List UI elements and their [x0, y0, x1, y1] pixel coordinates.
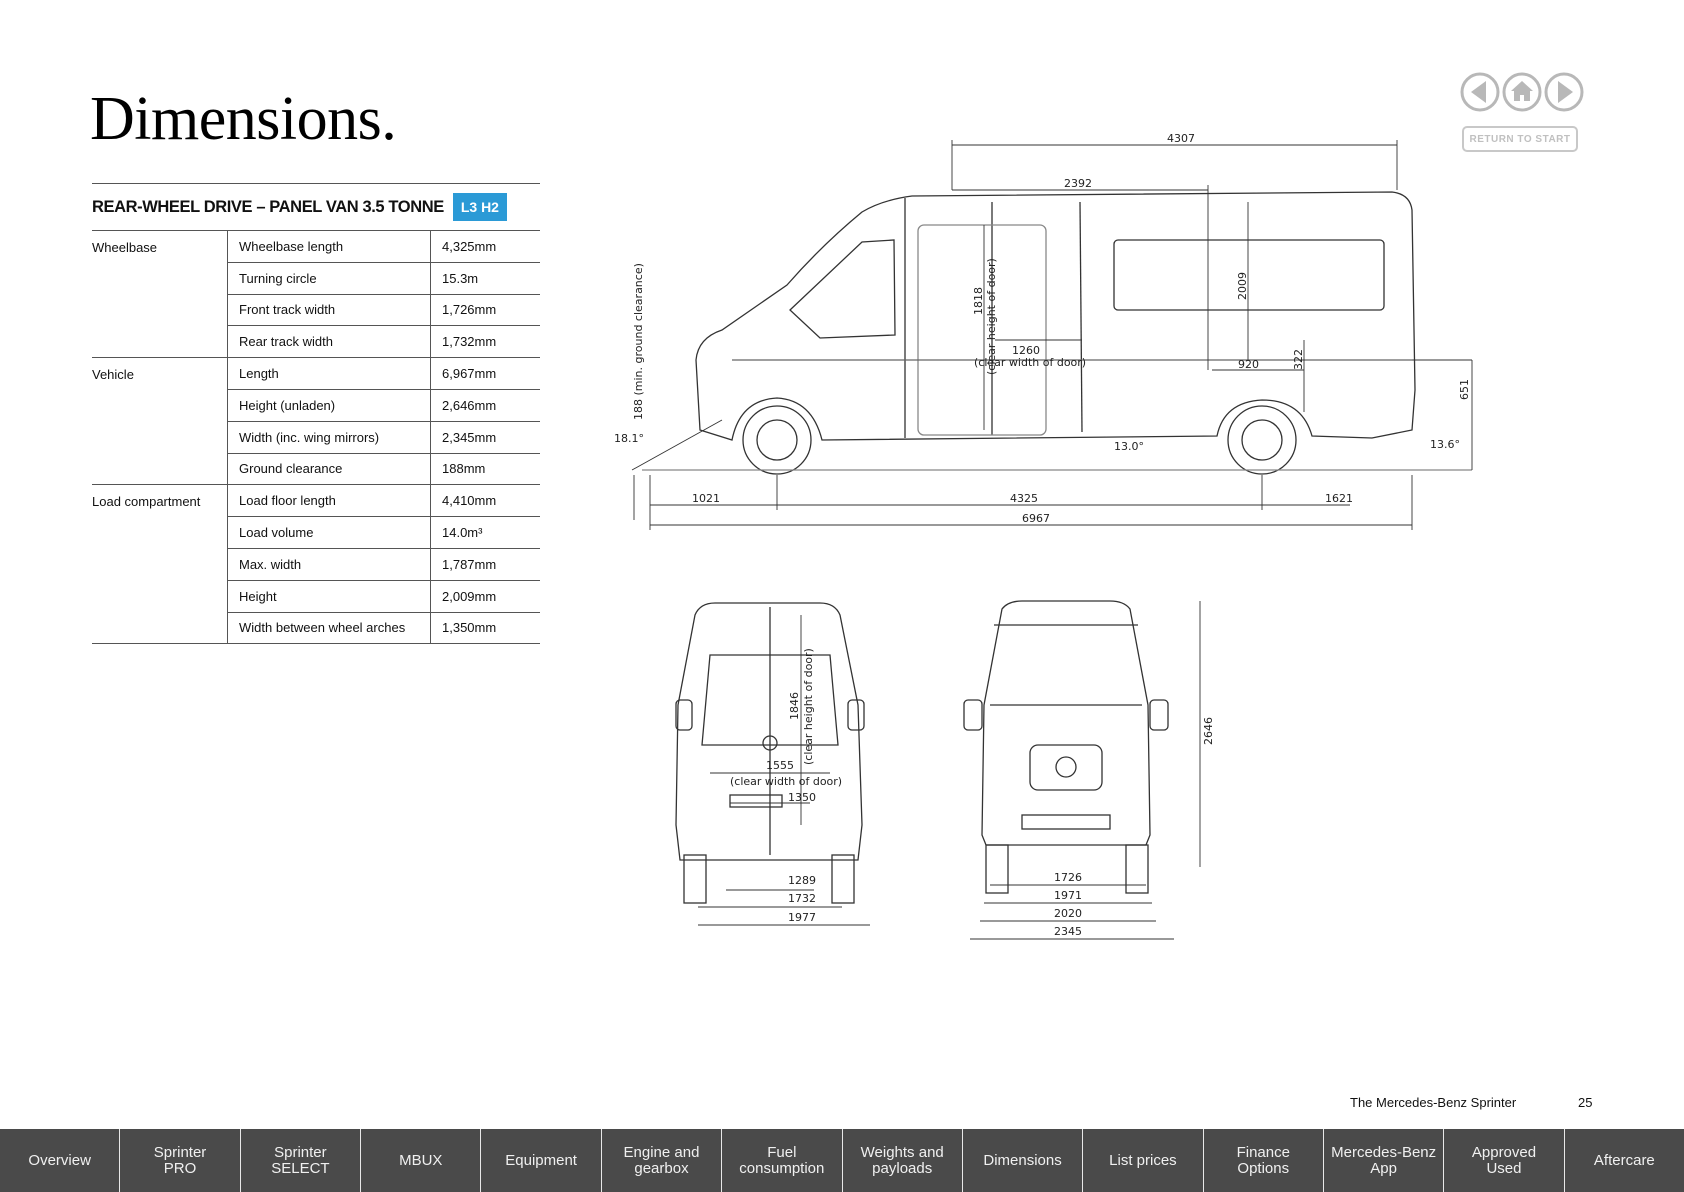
nav-fuel-consumption[interactable]: Fuel consumption [722, 1129, 842, 1192]
dimension-label: 1732 [788, 892, 816, 905]
dimensions-table [92, 183, 540, 644]
table-row [228, 485, 540, 516]
nav-approved-used[interactable]: Approved Used [1444, 1129, 1564, 1192]
nav-sprinter-pro[interactable]: Sprinter PRO [120, 1129, 240, 1192]
rear-view-drawing [670, 595, 930, 955]
group-label: Wheelbase [92, 231, 228, 357]
table-row [228, 294, 540, 326]
document-title: The Mercedes-Benz Sprinter [1350, 1095, 1517, 1110]
front-view-drawing [960, 595, 1260, 955]
dimension-label: (clear width of door) [974, 356, 1087, 369]
return-to-start-button[interactable]: RETURN TO START [1462, 126, 1578, 152]
dimension-label: 2009 [1236, 272, 1249, 300]
param-name: Wheelbase length [228, 231, 431, 262]
nav-mbux[interactable]: MBUX [361, 1129, 481, 1192]
forward-arrow-icon[interactable] [1544, 72, 1584, 112]
nav-list-prices[interactable]: List prices [1083, 1129, 1203, 1192]
dimension-label: 2020 [1054, 907, 1082, 920]
param-name: Height (unladen) [228, 390, 431, 421]
nav-finance-options[interactable]: Finance Options [1204, 1129, 1324, 1192]
param-name: Turning circle [228, 263, 431, 294]
dimension-label: 4325 [1010, 492, 1038, 505]
group-wheelbase [92, 231, 540, 358]
dimension-label: 2392 [1064, 177, 1092, 190]
table-row [228, 389, 540, 421]
param-value: 2,345mm [442, 429, 497, 445]
dimension-label: 13.0° [1114, 440, 1144, 453]
param-value: 15.3m [442, 270, 479, 286]
param-value: 1,732mm [442, 334, 497, 350]
table-row [228, 580, 540, 612]
dimension-label: 322 [1292, 349, 1305, 370]
param-value: 2,646mm [442, 397, 497, 413]
param-value: 1,787mm [442, 556, 497, 572]
param-value: 4,410mm [442, 493, 497, 509]
nav-engine-gearbox[interactable]: Engine and gearbox [602, 1129, 722, 1192]
nav-equipment[interactable]: Equipment [481, 1129, 601, 1192]
dimension-label: (clear height of door) [802, 648, 815, 765]
dimension-label: 651 [1458, 379, 1471, 400]
group-vehicle [92, 358, 540, 485]
param-name: Load volume [228, 517, 431, 548]
param-value: 2,009mm [442, 588, 497, 604]
param-value: 4,325mm [442, 238, 497, 254]
dimension-label: 188 (min. ground clearance) [632, 263, 645, 420]
dimension-label: 920 [1238, 358, 1259, 371]
nav-overview[interactable]: Overview [0, 1129, 120, 1192]
dimension-label: 2345 [1054, 925, 1082, 938]
dimension-label: 1846 [788, 692, 801, 720]
nav-weights-payloads[interactable]: Weights and payloads [843, 1129, 963, 1192]
table-header [92, 184, 540, 231]
param-value: 1,726mm [442, 302, 497, 318]
nav-mercedes-benz-app[interactable]: Mercedes-Benz App [1324, 1129, 1444, 1192]
param-name: Ground clearance [228, 454, 431, 485]
dimension-label: 1021 [692, 492, 720, 505]
page-number: 25 [1578, 1095, 1593, 1110]
table-row [228, 262, 540, 294]
param-name: Rear track width [228, 326, 431, 357]
param-value: 188mm [442, 461, 486, 477]
dimension-label: (clear height of door) [985, 258, 998, 375]
nav-sprinter-select[interactable]: Sprinter SELECT [241, 1129, 361, 1192]
group-label: Vehicle [92, 358, 228, 484]
nav-aftercare[interactable]: Aftercare [1593, 1151, 1655, 1169]
dimension-label: 1818 [972, 287, 985, 315]
param-name: Max. width [228, 549, 431, 580]
model-badge: L3 H2 [453, 193, 507, 221]
home-icon[interactable] [1502, 72, 1542, 112]
dimension-label: 1260 [1012, 344, 1040, 357]
group-label: Load compartment [92, 485, 228, 643]
table-row [228, 325, 540, 357]
dimension-label: 18.1° [614, 432, 644, 445]
dimension-label: 1726 [1054, 871, 1082, 884]
dimension-label: 1971 [1054, 889, 1082, 902]
table-row [228, 516, 540, 548]
param-name: Width (inc. wing mirrors) [228, 422, 431, 453]
param-value: 1,350mm [442, 620, 497, 636]
table-row [228, 421, 540, 453]
page-title: Dimensions. [90, 85, 397, 153]
dimension-label: 13.6° [1430, 438, 1460, 451]
dimension-label: 1350 [788, 791, 816, 804]
nav-dimensions[interactable]: Dimensions [963, 1129, 1083, 1192]
table-caption: REAR-WHEEL DRIVE – PANEL VAN 3.5 TONNE [92, 197, 444, 216]
dimension-label: 1621 [1325, 492, 1353, 505]
dimension-label: 6967 [1022, 512, 1050, 525]
table-row [228, 548, 540, 580]
section-nav [0, 1129, 1684, 1192]
dimension-label: 2646 [1202, 717, 1215, 745]
param-value: 6,967mm [442, 366, 497, 382]
table-row [228, 453, 540, 485]
side-view-drawing [612, 130, 1492, 540]
param-name: Front track width [228, 295, 431, 326]
dimension-label: 4307 [1167, 132, 1195, 145]
param-name: Height [228, 581, 431, 612]
dimension-label: 1977 [788, 911, 816, 924]
table-row [228, 612, 540, 644]
dimension-label: 1289 [788, 874, 816, 887]
dimension-label: (clear width of door) [730, 775, 843, 788]
group-load-compartment [92, 485, 540, 644]
param-name: Load floor length [228, 485, 431, 516]
dimension-label: 1555 [766, 759, 794, 772]
param-name: Width between wheel arches [228, 613, 431, 644]
back-arrow-icon[interactable] [1460, 72, 1500, 112]
table-row [228, 358, 540, 389]
table-row [228, 231, 540, 262]
param-value: 14.0m³ [442, 525, 483, 541]
param-name: Length [228, 358, 431, 389]
